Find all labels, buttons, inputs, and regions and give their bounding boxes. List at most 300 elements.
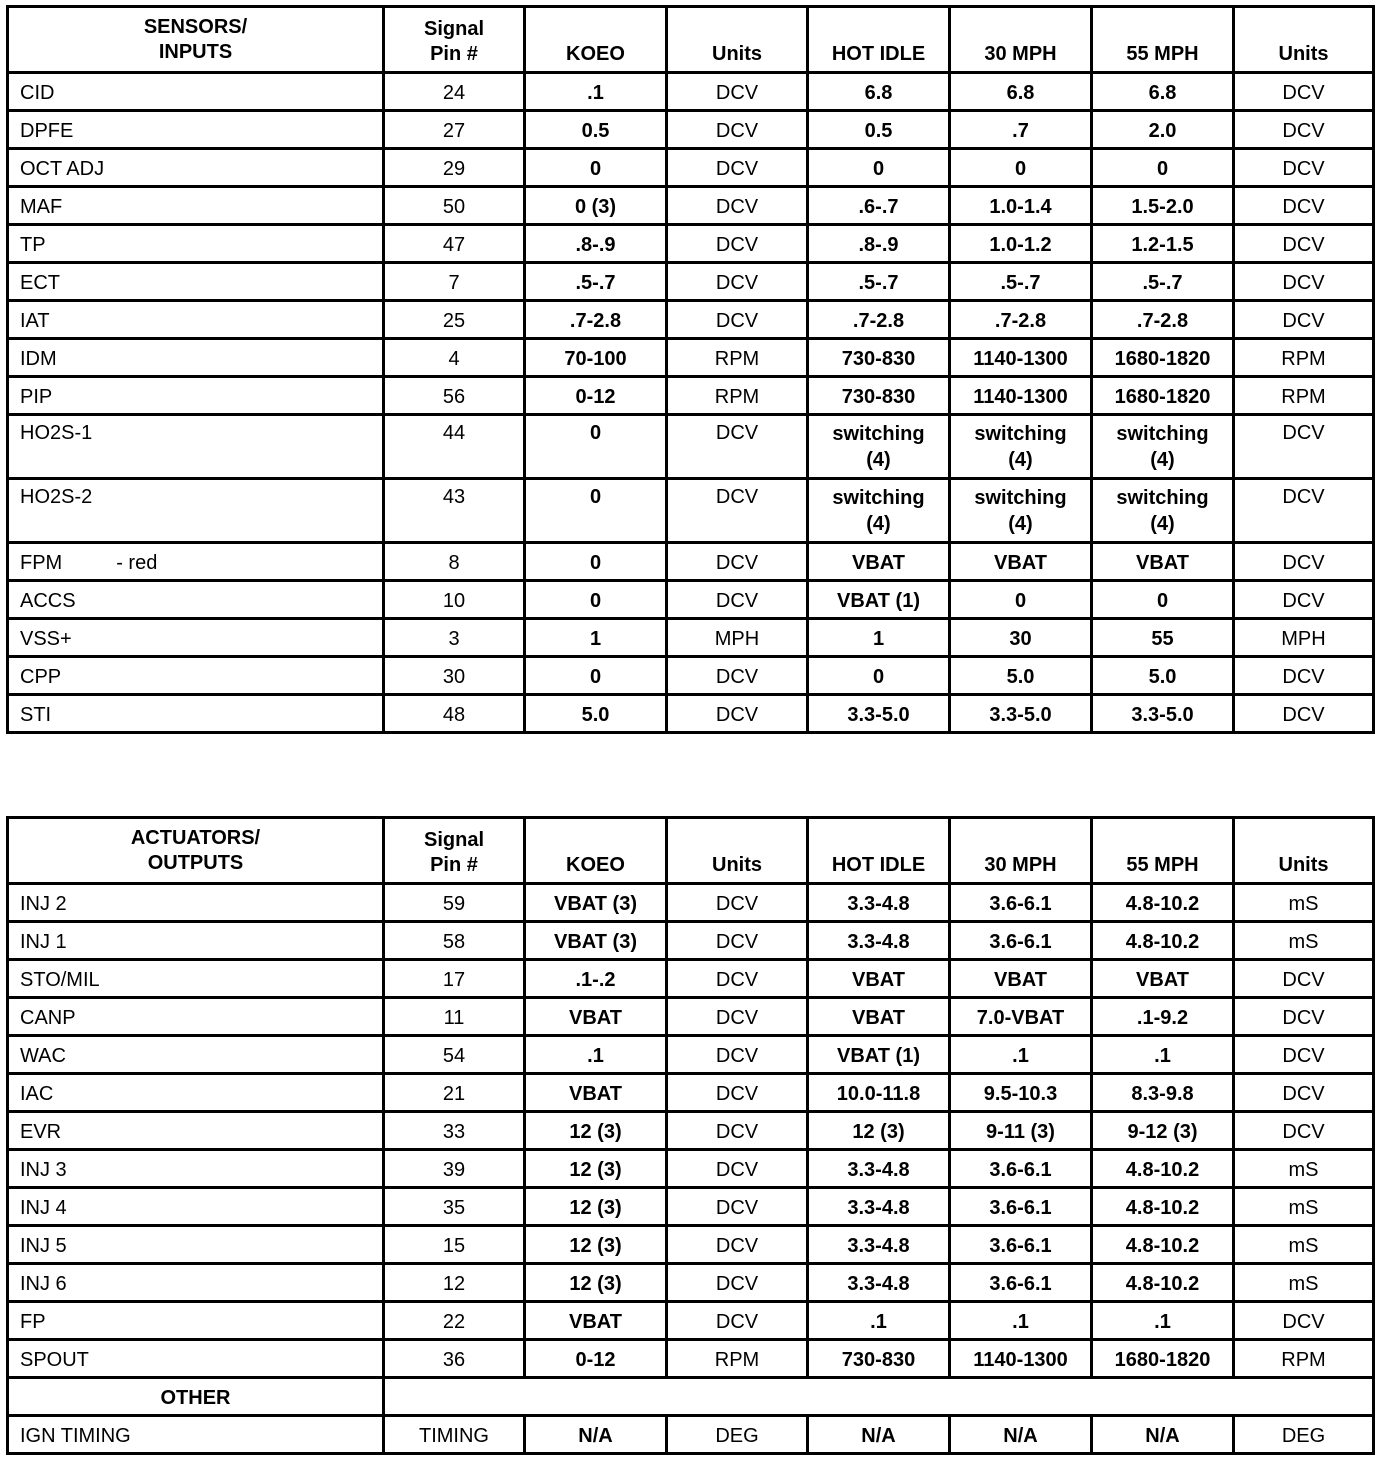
units-cell: DCV (667, 1226, 808, 1264)
koeo-cell: .5-.7 (525, 263, 667, 301)
component-name: IAC (20, 1083, 54, 1105)
component-name-cell (8, 1226, 384, 1264)
signal-pin-cell: 8 (384, 543, 525, 581)
component-name: CID (20, 82, 55, 104)
signal-pin-cell: 47 (384, 225, 525, 263)
table-row (8, 695, 1374, 733)
hot-idle-cell: 3.3-5.0 (808, 695, 950, 733)
signal-pin-cell: 29 (384, 149, 525, 187)
signal-pin-cell: 12 (384, 1264, 525, 1302)
units-cell: DCV (667, 1074, 808, 1112)
table-row (8, 1264, 1374, 1302)
signal-pin-cell: 24 (384, 73, 525, 111)
30-mph-header: 30 MPH (950, 7, 1092, 73)
55-mph-cell-note: (4) (1150, 449, 1175, 471)
units-cell-2: mS (1234, 1150, 1374, 1188)
hot-idle-cell: 3.3-4.8 (808, 884, 950, 922)
30-mph-cell: 3.6-6.1 (950, 884, 1092, 922)
component-name-cell (8, 73, 384, 111)
component-name-cell (8, 1340, 384, 1378)
component-name: DPFE (20, 120, 74, 142)
55-mph-cell: 4.8-10.2 (1092, 922, 1234, 960)
30-mph-cell: 7.0-VBAT (950, 998, 1092, 1036)
units-cell-2: DCV (1234, 1302, 1374, 1340)
koeo-cell: .7-2.8 (525, 301, 667, 339)
component-name: INJ 5 (20, 1235, 67, 1257)
table-row (8, 960, 1374, 998)
units-cell-2: DCV (1234, 695, 1374, 733)
koeo-cell: 12 (3) (525, 1188, 667, 1226)
other-section-blank (384, 1378, 1374, 1416)
hot-idle-cell: 730-830 (808, 1340, 950, 1378)
table-row (8, 543, 1374, 581)
55-mph-cell: 5.0 (1092, 657, 1234, 695)
koeo-cell: VBAT (525, 998, 667, 1036)
component-name-cell (8, 111, 384, 149)
component-name-cell (8, 960, 384, 998)
hot-idle-cell: 3.3-4.8 (808, 1264, 950, 1302)
table-row (8, 922, 1374, 960)
component-name-cell (8, 263, 384, 301)
units-cell-2: DCV (1234, 301, 1374, 339)
hot-idle-cell: VBAT (808, 998, 950, 1036)
table-row (8, 884, 1374, 922)
55-mph-cell: VBAT (1092, 960, 1234, 998)
hot-idle-cell: 3.3-4.8 (808, 922, 950, 960)
units-cell: DCV (667, 263, 808, 301)
units-cell-2: DEG (1234, 1416, 1374, 1454)
signal-pin-cell: 11 (384, 998, 525, 1036)
signal-pin-cell: 39 (384, 1150, 525, 1188)
koeo-cell: 12 (3) (525, 1264, 667, 1302)
table-row (8, 1074, 1374, 1112)
table-row (8, 657, 1374, 695)
units-header: Units (667, 818, 808, 884)
koeo-cell: N/A (525, 1416, 667, 1454)
other-section-row (8, 1378, 1374, 1416)
units-cell-2: DCV (1234, 187, 1374, 225)
units-cell: DCV (667, 73, 808, 111)
30-mph-cell: 9.5-10.3 (950, 1074, 1092, 1112)
units-cell: DCV (667, 695, 808, 733)
hot-idle-cell: 12 (3) (808, 1112, 950, 1150)
hot-idle-cell (808, 479, 950, 543)
units-cell: DCV (667, 1188, 808, 1226)
units-cell-2: mS (1234, 922, 1374, 960)
koeo-header: KOEO (525, 7, 667, 73)
component-name-cell (8, 581, 384, 619)
table-row (8, 225, 1374, 263)
signal-pin-cell: 7 (384, 263, 525, 301)
55-mph-cell: 1.2-1.5 (1092, 225, 1234, 263)
hot-idle-cell: VBAT (808, 960, 950, 998)
units-cell-2: mS (1234, 884, 1374, 922)
signal-pin-cell: 35 (384, 1188, 525, 1226)
table-row (8, 619, 1374, 657)
units-cell: DEG (667, 1416, 808, 1454)
component-name-cell (8, 922, 384, 960)
units-cell-2: DCV (1234, 263, 1374, 301)
component-name-cell (8, 1112, 384, 1150)
hot-idle-cell: 1 (808, 619, 950, 657)
component-name: STI (20, 704, 52, 726)
hot-idle-cell (808, 415, 950, 479)
signal-pin-cell: TIMING (384, 1416, 525, 1454)
hot-idle-cell: VBAT (1) (808, 581, 950, 619)
table-row (8, 1036, 1374, 1074)
signal-pin-cell: 44 (384, 415, 525, 479)
component-name-cell (8, 998, 384, 1036)
hot-idle-cell: 3.3-4.8 (808, 1188, 950, 1226)
component-name: OCT ADJ (20, 158, 105, 180)
55-mph-cell: 4.8-10.2 (1092, 1264, 1234, 1302)
55-mph-cell: 55 (1092, 619, 1234, 657)
30-mph-cell: 0 (950, 149, 1092, 187)
signal-pin-cell: 25 (384, 301, 525, 339)
component-name-cell (8, 377, 384, 415)
signal-pin-cell: 50 (384, 187, 525, 225)
30-mph-cell: .1 (950, 1302, 1092, 1340)
units-cell-2: RPM (1234, 339, 1374, 377)
koeo-cell: VBAT (3) (525, 922, 667, 960)
units-cell: DCV (667, 1112, 808, 1150)
component-name: FPM (20, 552, 63, 574)
units-cell: DCV (667, 149, 808, 187)
units-header: Units (667, 7, 808, 73)
koeo-cell: .1 (525, 1036, 667, 1074)
55-mph-cell: 3.3-5.0 (1092, 695, 1234, 733)
sensors-body (8, 73, 1374, 733)
component-name: PIP (20, 386, 53, 408)
component-name: IGN TIMING (20, 1425, 131, 1447)
component-name-cell (8, 884, 384, 922)
units-cell-2: mS (1234, 1226, 1374, 1264)
component-name: INJ 6 (20, 1273, 67, 1295)
koeo-cell: 0.5 (525, 111, 667, 149)
component-name-cell (8, 149, 384, 187)
component-name: TP (20, 234, 46, 256)
55-mph-cell: 8.3-9.8 (1092, 1074, 1234, 1112)
units-cell: DCV (667, 960, 808, 998)
units-cell: DCV (667, 922, 808, 960)
units-cell-2: mS (1234, 1188, 1374, 1226)
table-row (8, 1416, 1374, 1454)
component-name: ACCS (20, 590, 76, 612)
units-cell-2: DCV (1234, 415, 1374, 479)
30-mph-cell: 3.6-6.1 (950, 922, 1092, 960)
55-mph-header: 55 MPH (1092, 7, 1234, 73)
55-mph-cell (1092, 415, 1234, 479)
55-mph-cell: 2.0 (1092, 111, 1234, 149)
units-cell: DCV (667, 225, 808, 263)
hot-idle-cell: 730-830 (808, 339, 950, 377)
30-mph-cell: 30 (950, 619, 1092, 657)
30-mph-cell: 3.6-6.1 (950, 1188, 1092, 1226)
signal-pin-cell: 36 (384, 1340, 525, 1378)
component-name: IAT (20, 310, 50, 332)
hot-idle-cell: 0 (808, 149, 950, 187)
30-mph-cell: 9-11 (3) (950, 1112, 1092, 1150)
units-cell-2: DCV (1234, 73, 1374, 111)
component-name-cell (8, 695, 384, 733)
units-cell-2: DCV (1234, 1074, 1374, 1112)
sensors-inputs-table (6, 5, 1375, 734)
hot-idle-header: HOT IDLE (808, 818, 950, 884)
signal-pin-cell: 58 (384, 922, 525, 960)
units-cell: MPH (667, 619, 808, 657)
units-header-2: Units (1234, 818, 1374, 884)
sensors-header-row (8, 7, 1374, 73)
koeo-cell: 12 (3) (525, 1226, 667, 1264)
55-mph-cell: .1 (1092, 1302, 1234, 1340)
55-mph-cell-value: switching (1116, 487, 1209, 509)
table-row (8, 479, 1374, 543)
units-cell-2: DCV (1234, 998, 1374, 1036)
other-section-label: OTHER (8, 1378, 384, 1416)
hot-idle-cell-note: (4) (866, 513, 891, 535)
hot-idle-cell: 3.3-4.8 (808, 1226, 950, 1264)
table-row (8, 581, 1374, 619)
units-cell-2: MPH (1234, 619, 1374, 657)
component-name-cell (8, 657, 384, 695)
units-cell: DCV (667, 187, 808, 225)
koeo-cell: .8-.9 (525, 225, 667, 263)
signal-pin-cell: 30 (384, 657, 525, 695)
units-cell: RPM (667, 377, 808, 415)
units-cell-2: DCV (1234, 1036, 1374, 1074)
component-name: ECT (20, 272, 60, 294)
table-row (8, 111, 1374, 149)
55-mph-cell: 6.8 (1092, 73, 1234, 111)
component-name: WAC (20, 1045, 66, 1067)
component-name-cell (8, 415, 384, 479)
units-header-2: Units (1234, 7, 1374, 73)
30-mph-cell: 3.6-6.1 (950, 1226, 1092, 1264)
units-cell-2: DCV (1234, 960, 1374, 998)
55-mph-cell: 1680-1820 (1092, 377, 1234, 415)
signal-pin-cell: 59 (384, 884, 525, 922)
table-row (8, 187, 1374, 225)
hot-idle-cell: 0.5 (808, 111, 950, 149)
koeo-cell: 0 (525, 415, 667, 479)
hot-idle-cell: .5-.7 (808, 263, 950, 301)
koeo-cell: .1 (525, 73, 667, 111)
units-cell-2: DCV (1234, 543, 1374, 581)
hot-idle-cell: 10.0-11.8 (808, 1074, 950, 1112)
component-name: HO2S-1 (20, 422, 93, 444)
30-mph-cell: 3.6-6.1 (950, 1264, 1092, 1302)
55-mph-cell (1092, 479, 1234, 543)
actuators-outputs-header: ACTUATORS/ OUTPUTS (8, 818, 384, 884)
koeo-cell: .1-.2 (525, 960, 667, 998)
units-cell: DCV (667, 581, 808, 619)
hot-idle-header: HOT IDLE (808, 7, 950, 73)
component-name: INJ 1 (20, 931, 67, 953)
units-cell-2: DCV (1234, 111, 1374, 149)
component-name-cell (8, 1150, 384, 1188)
component-name-cell (8, 543, 384, 581)
30-mph-cell: VBAT (950, 543, 1092, 581)
55-mph-cell: 1680-1820 (1092, 1340, 1234, 1378)
signal-pin-cell: 3 (384, 619, 525, 657)
hot-idle-cell: 730-830 (808, 377, 950, 415)
table-row (8, 1226, 1374, 1264)
hot-idle-cell: .7-2.8 (808, 301, 950, 339)
30-mph-cell-note: (4) (1008, 513, 1033, 535)
koeo-cell: VBAT (525, 1302, 667, 1340)
component-name-cell (8, 619, 384, 657)
component-name-cell (8, 1302, 384, 1340)
units-cell: DCV (667, 543, 808, 581)
30-mph-cell: 6.8 (950, 73, 1092, 111)
koeo-cell: VBAT (525, 1074, 667, 1112)
koeo-cell: 1 (525, 619, 667, 657)
signal-pin-cell: 10 (384, 581, 525, 619)
hot-idle-cell: .1 (808, 1302, 950, 1340)
hot-idle-cell-value: switching (832, 487, 925, 509)
signal-pin-cell: 21 (384, 1074, 525, 1112)
units-cell: DCV (667, 301, 808, 339)
30-mph-cell: .7-2.8 (950, 301, 1092, 339)
signal-pin-cell: 43 (384, 479, 525, 543)
table-row (8, 1302, 1374, 1340)
component-name: INJ 2 (20, 893, 67, 915)
koeo-cell: 12 (3) (525, 1150, 667, 1188)
55-mph-cell: 0 (1092, 149, 1234, 187)
koeo-cell: 0 (525, 479, 667, 543)
koeo-cell: 0-12 (525, 1340, 667, 1378)
koeo-header: KOEO (525, 818, 667, 884)
koeo-cell: 0 (525, 581, 667, 619)
30-mph-cell: .1 (950, 1036, 1092, 1074)
component-name: VSS+ (20, 628, 72, 650)
component-name-cell (8, 1264, 384, 1302)
component-name-cell (8, 1188, 384, 1226)
30-mph-cell-value: switching (974, 423, 1067, 445)
55-mph-cell-value: switching (1116, 423, 1209, 445)
55-mph-cell: N/A (1092, 1416, 1234, 1454)
55-mph-cell-note: (4) (1150, 513, 1175, 535)
30-mph-cell: 5.0 (950, 657, 1092, 695)
table-row (8, 263, 1374, 301)
component-name: IDM (20, 348, 57, 370)
hot-idle-cell: .8-.9 (808, 225, 950, 263)
signal-pin-cell: 33 (384, 1112, 525, 1150)
units-cell: DCV (667, 884, 808, 922)
units-cell-2: DCV (1234, 225, 1374, 263)
55-mph-cell: 4.8-10.2 (1092, 1150, 1234, 1188)
table-row (8, 998, 1374, 1036)
30-mph-header: 30 MPH (950, 818, 1092, 884)
units-cell: DCV (667, 111, 808, 149)
30-mph-cell (950, 415, 1092, 479)
koeo-cell: 5.0 (525, 695, 667, 733)
koeo-cell: 12 (3) (525, 1112, 667, 1150)
55-mph-cell: 1.5-2.0 (1092, 187, 1234, 225)
30-mph-cell: 1.0-1.4 (950, 187, 1092, 225)
units-cell-2: DCV (1234, 657, 1374, 695)
actuators-outputs-table (6, 816, 1375, 1455)
30-mph-cell: N/A (950, 1416, 1092, 1454)
signal-pin-cell: 15 (384, 1226, 525, 1264)
30-mph-cell-note: (4) (1008, 449, 1033, 471)
table-row (8, 1188, 1374, 1226)
table-row (8, 415, 1374, 479)
sensors-inputs-header: SENSORS/ INPUTS (8, 7, 384, 73)
component-name: CANP (20, 1007, 76, 1029)
koeo-cell: 0 (525, 149, 667, 187)
table-row (8, 73, 1374, 111)
koeo-cell: 0 (3) (525, 187, 667, 225)
55-mph-cell: .7-2.8 (1092, 301, 1234, 339)
component-name: FP (20, 1311, 46, 1333)
component-name: SPOUT (20, 1349, 89, 1371)
table-row (8, 377, 1374, 415)
table-row (8, 1112, 1374, 1150)
units-cell: DCV (667, 998, 808, 1036)
units-cell: DCV (667, 479, 808, 543)
component-name: INJ 3 (20, 1159, 67, 1181)
hot-idle-cell: VBAT (1) (808, 1036, 950, 1074)
signal-pin-header: Signal Pin # (384, 7, 525, 73)
hot-idle-cell: 0 (808, 657, 950, 695)
30-mph-cell: .5-.7 (950, 263, 1092, 301)
units-cell: RPM (667, 1340, 808, 1378)
table-row (8, 1150, 1374, 1188)
units-cell: DCV (667, 1036, 808, 1074)
units-cell: DCV (667, 1150, 808, 1188)
component-name-cell (8, 1416, 384, 1454)
signal-pin-cell: 22 (384, 1302, 525, 1340)
component-name-cell (8, 479, 384, 543)
units-cell: DCV (667, 657, 808, 695)
component-name: EVR (20, 1121, 62, 1143)
component-name-cell (8, 225, 384, 263)
table-row (8, 339, 1374, 377)
hot-idle-cell: N/A (808, 1416, 950, 1454)
55-mph-cell: .1-9.2 (1092, 998, 1234, 1036)
55-mph-cell: 4.8-10.2 (1092, 1226, 1234, 1264)
hot-idle-cell: VBAT (808, 543, 950, 581)
units-cell-2: DCV (1234, 581, 1374, 619)
koeo-cell: VBAT (3) (525, 884, 667, 922)
30-mph-cell (950, 479, 1092, 543)
30-mph-cell: 1140-1300 (950, 377, 1092, 415)
hot-idle-cell-note: (4) (866, 449, 891, 471)
30-mph-cell: 3.6-6.1 (950, 1150, 1092, 1188)
30-mph-cell: .7 (950, 111, 1092, 149)
signal-pin-cell: 56 (384, 377, 525, 415)
hot-idle-cell: .6-.7 (808, 187, 950, 225)
actuators-header-row (8, 818, 1374, 884)
koeo-cell: 0 (525, 657, 667, 695)
component-name: CPP (20, 666, 62, 688)
units-cell-2: mS (1234, 1264, 1374, 1302)
koeo-cell: 0-12 (525, 377, 667, 415)
55-mph-header: 55 MPH (1092, 818, 1234, 884)
55-mph-cell: .1 (1092, 1036, 1234, 1074)
signal-pin-cell: 27 (384, 111, 525, 149)
component-name-cell (8, 301, 384, 339)
component-name-cell (8, 339, 384, 377)
55-mph-cell: .5-.7 (1092, 263, 1234, 301)
30-mph-cell: 1140-1300 (950, 1340, 1092, 1378)
units-cell-2: RPM (1234, 377, 1374, 415)
55-mph-cell: 0 (1092, 581, 1234, 619)
component-name-cell (8, 1036, 384, 1074)
units-cell: RPM (667, 339, 808, 377)
30-mph-cell-value: switching (974, 487, 1067, 509)
